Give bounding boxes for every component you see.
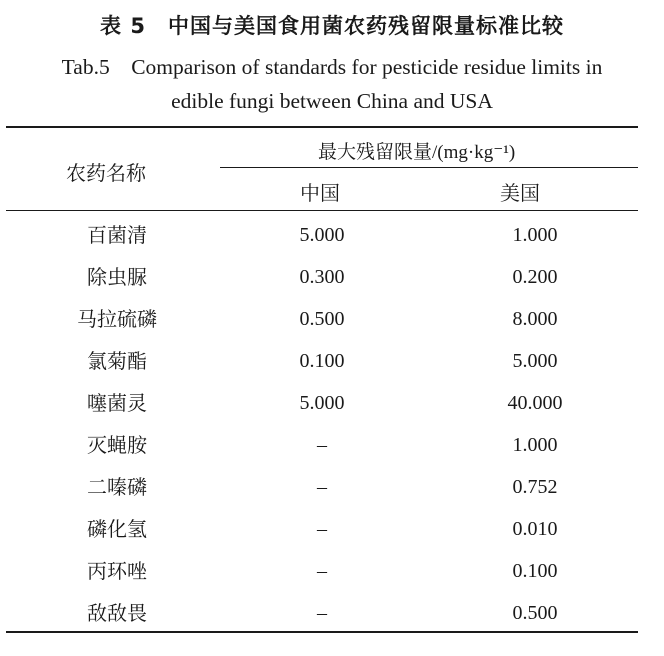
usa-limit: 1.000: [512, 434, 558, 456]
china-limit: 5.000: [299, 392, 345, 414]
china-limit: –: [317, 602, 327, 624]
usa-limit: 8.000: [512, 308, 558, 330]
table-row: [0, 214, 664, 256]
china-limit: 0.100: [299, 350, 345, 372]
table-row: [0, 382, 664, 424]
usa-limit: 40.000: [507, 392, 563, 414]
table-title-en: [0, 50, 664, 118]
table-title-en-line1: Tab.5 Comparison of standards for pesticide residue limits in: [61, 55, 603, 79]
table-row: [0, 256, 664, 298]
table-row: [0, 550, 664, 592]
usa-limit: 5.000: [512, 350, 558, 372]
china-limit: 0.500: [299, 308, 345, 330]
usa-limit: 0.100: [512, 560, 558, 582]
header-pesticide-name: 农药名称: [66, 161, 146, 185]
pesticide-name: 磷化氢: [87, 517, 147, 541]
usa-limit: 0.500: [512, 602, 558, 624]
table-row: [0, 466, 664, 508]
table-top-rule: [6, 126, 638, 128]
table-row: [0, 298, 664, 340]
header-sub-rule: [220, 167, 638, 168]
usa-limit: 0.010: [512, 518, 558, 540]
table-title-cn: 表 5 中国与美国食用菌农药残留限量标准比较: [100, 14, 564, 38]
header-usa: 美国: [500, 181, 540, 205]
pesticide-name: 百菌清: [87, 223, 147, 247]
table-row: [0, 424, 664, 466]
table-row: [0, 340, 664, 382]
usa-limit: 0.752: [512, 476, 558, 498]
table-row: [0, 508, 664, 550]
pesticide-name: 二嗪磷: [87, 475, 147, 499]
pesticide-name: 丙环唑: [87, 559, 147, 583]
china-limit: 0.300: [299, 266, 345, 288]
table-row: [0, 592, 664, 634]
table-bottom-rule: [6, 631, 638, 633]
pesticide-name: 灭蝇胺: [87, 433, 147, 457]
table-body: [0, 214, 664, 634]
usa-limit: 1.000: [512, 224, 558, 246]
china-limit: –: [317, 434, 327, 456]
pesticide-name: 除虫脲: [87, 265, 147, 289]
header-max-residue-limit: 最大残留限量/(mg·kg⁻¹): [318, 142, 516, 163]
header-china: 中国: [300, 181, 340, 205]
pesticide-name: 敌敌畏: [87, 601, 147, 625]
china-limit: 5.000: [299, 224, 345, 246]
pesticide-name: 氯菊酯: [87, 349, 147, 373]
pesticide-name: 噻菌灵: [87, 391, 147, 415]
china-limit: –: [317, 518, 327, 540]
pesticide-name: 马拉硫磷: [77, 307, 157, 331]
usa-limit: 0.200: [512, 266, 558, 288]
header-bottom-rule: [6, 210, 638, 211]
table-title-en-line2: edible fungi between China and USA: [171, 89, 493, 113]
china-limit: –: [317, 560, 327, 582]
china-limit: –: [317, 476, 327, 498]
